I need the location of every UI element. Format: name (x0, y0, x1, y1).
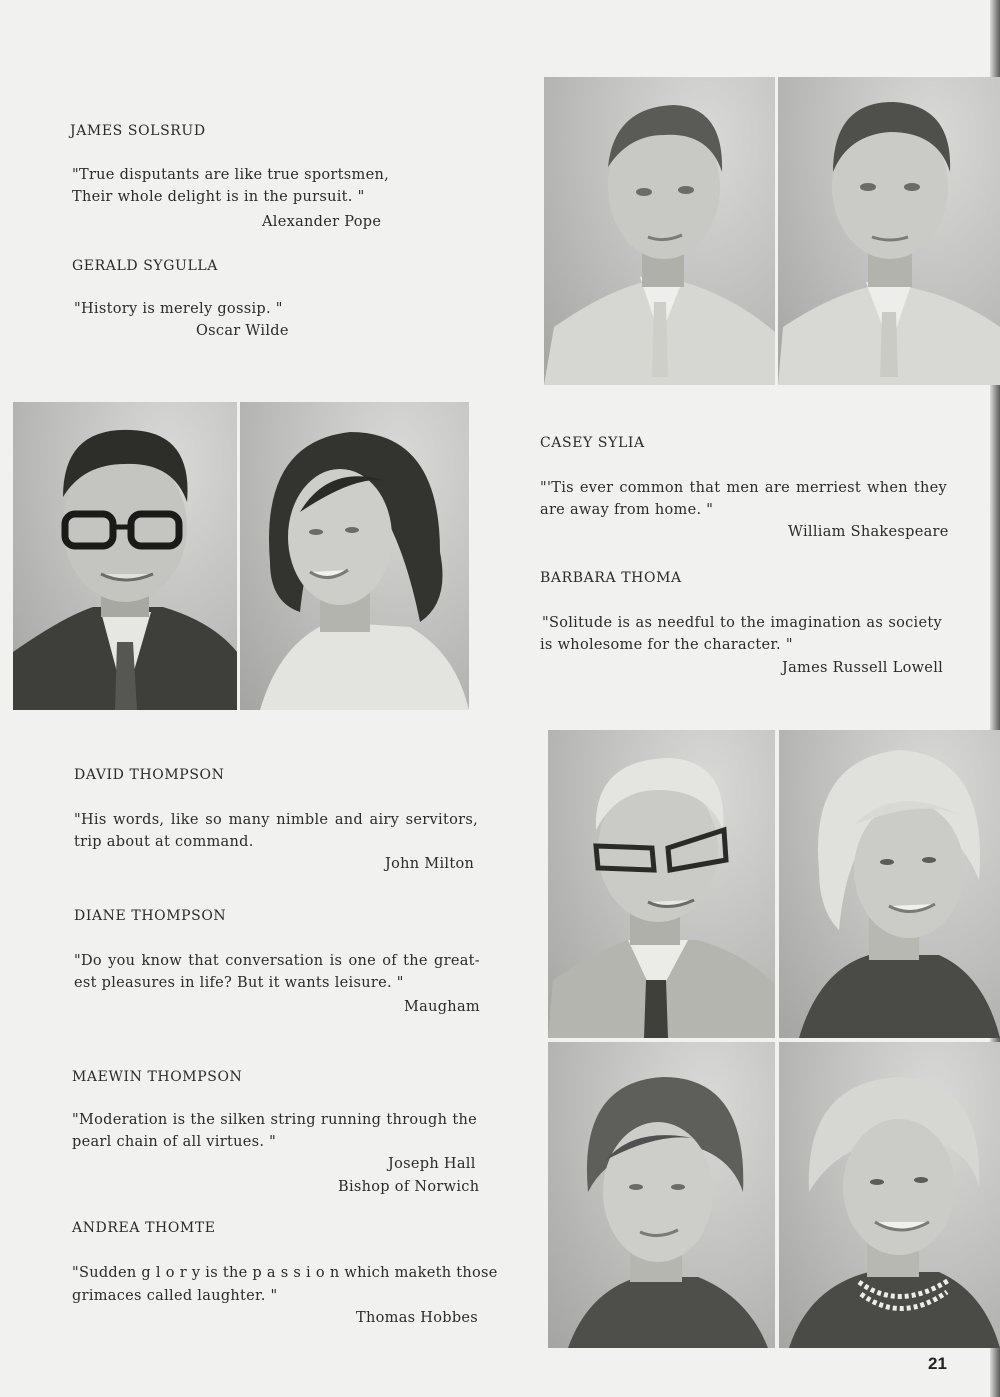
quote-attribution: Joseph Hall (388, 1156, 476, 1172)
student-name: ANDREA THOMTE (72, 1220, 216, 1236)
portrait-male-glasses-icon (13, 402, 237, 710)
student-name: DIANE THOMPSON (74, 908, 227, 924)
portrait-female-pearls-icon (779, 1042, 1000, 1348)
student-name: DAVID THOMPSON (74, 767, 225, 783)
quote-attribution: William Shakespeare (788, 524, 949, 540)
quote-line: pearl chain of all virtues. " (72, 1134, 277, 1150)
quote-line: are away from home. " (540, 502, 714, 518)
quote-line: est pleasures in life? But it wants leisure. " (74, 975, 404, 991)
portrait-photo-6 (779, 730, 1000, 1038)
student-name: CASEY SYLIA (540, 435, 645, 451)
portrait-photo-4 (240, 402, 469, 710)
quote-line: "True disputants are like true sportsmen, (72, 167, 390, 183)
quote-line: "Moderation is the silken string running through the (72, 1112, 477, 1128)
portrait-photo-5 (548, 730, 775, 1038)
portrait-male-glasses-icon (548, 730, 775, 1038)
portrait-photo-7 (548, 1042, 775, 1348)
quote-line: "His words, like so many nimble and airy servitors, (74, 812, 478, 828)
page-number: 21 (928, 1354, 947, 1373)
quote-line: is wholesome for the character. " (540, 637, 793, 653)
quote-line: "Do you know that conversation is one of the great- (74, 953, 480, 969)
quote-line: trip about at command. (74, 834, 254, 850)
quote-attribution: Maugham (404, 999, 480, 1015)
student-name: BARBARA THOMA (540, 570, 682, 586)
portrait-female-icon (548, 1042, 775, 1348)
quote-attribution: Alexander Pope (262, 214, 382, 230)
quote-attribution: Thomas Hobbes (356, 1310, 479, 1326)
quote-line: "Sudden g l o r y is the p a s s i o n which maketh those (72, 1265, 498, 1281)
portrait-male-icon (544, 77, 775, 385)
quote-line: grimaces called laughter. " (72, 1288, 278, 1304)
quote-line: Their whole delight is in the pursuit. " (72, 189, 365, 205)
student-name: JAMES SOLSRUD (70, 123, 206, 139)
portrait-photo-1 (544, 77, 775, 385)
portrait-photo-3 (13, 402, 237, 710)
portrait-photo-8 (779, 1042, 1000, 1348)
quote-attribution: James Russell Lowell (782, 660, 944, 676)
portrait-female-icon (240, 402, 469, 710)
student-name: MAEWIN THOMPSON (72, 1069, 243, 1085)
portrait-female-icon (779, 730, 1000, 1038)
quote-attribution: Bishop of Norwich (338, 1179, 480, 1195)
quote-attribution: John Milton (385, 856, 475, 872)
quote-line: "Solitude is as needful to the imagination as society (542, 615, 942, 631)
portrait-photo-2 (778, 77, 1000, 385)
quote-attribution: Oscar Wilde (196, 323, 289, 339)
portrait-male-icon (778, 77, 1000, 385)
quote-line: "'Tis ever common that men are merriest when they (540, 480, 947, 496)
quote-line: "History is merely gossip. " (74, 301, 283, 317)
student-name: GERALD SYGULLA (72, 258, 218, 274)
